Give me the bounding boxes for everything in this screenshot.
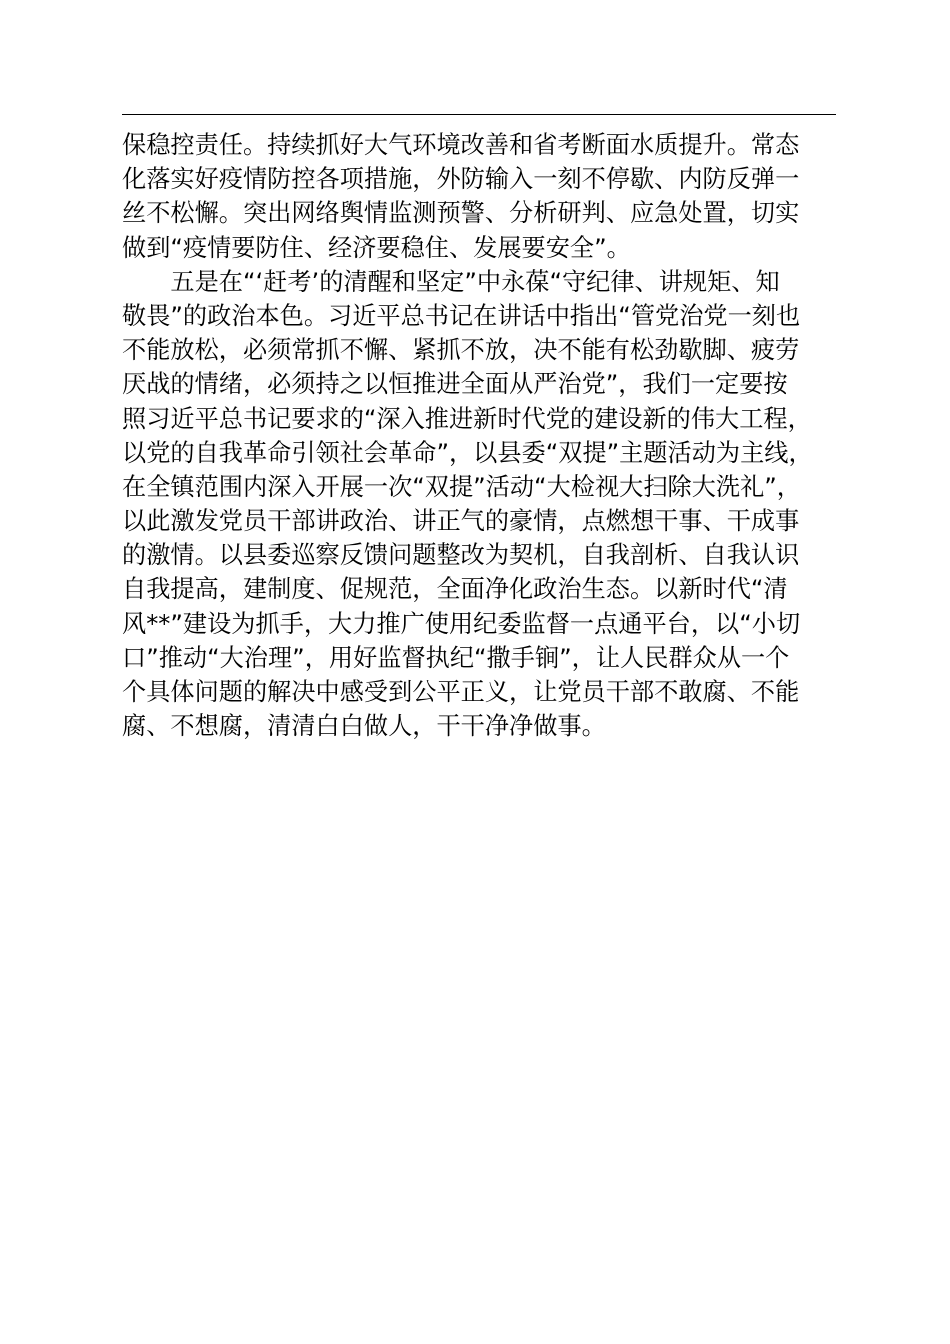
text-line: 口”推动“大治理”，用好监督执纪“撒手锏”，让人民群众从一个 (122, 643, 790, 672)
text-line: 以此激发党员干部讲政治、讲正气的豪情，点燃想干事、干成事 (122, 507, 800, 536)
text-line: 在全镇范围内深入开展一次“双提”活动“大检视大扫除大洗礼”， (122, 472, 801, 501)
header-rule (122, 114, 836, 115)
text-line: 做到“疫情要防住、经济要稳住、发展要安全”。 (122, 233, 631, 262)
text-line: 化落实好疫情防控各项措施，外防输入一刻不停歇、内防反弹一 (122, 165, 800, 194)
text-line: 不能放松，必须常抓不懈、紧抓不放，决不能有松劲歇脚、疲劳 (122, 336, 800, 365)
text-line: 厌战的情绪，必须持之以恒推进全面从严治党”，我们一定要按 (122, 370, 788, 399)
text-line: 自我提高，建制度、促规范，全面净化政治生态。以新时代“清 (122, 575, 788, 604)
text-line: 的激情。以县委巡察反馈问题整改为契机，自我剖析、自我认识 (122, 541, 800, 570)
text-line: 五是在“‘赶考’的清醒和坚定”中永葆“守纪律、讲规矩、知 (122, 267, 780, 296)
text-line: 照习近平总书记要求的“深入推进新时代党的建设新的伟大工程， (122, 404, 812, 433)
text-line: 保稳控责任。持续抓好大气环境改善和省考断面水质提升。常态 (122, 131, 800, 159)
text-line: 腐、不想腐，清清白白做人，干干净净做事。 (122, 712, 606, 741)
body-text (122, 128, 862, 743)
text-line: 个具体问题的解决中感受到公平正义，让党员干部不敢腐、不能 (122, 678, 800, 706)
text-line: 风**”建设为抓手，大力推广使用纪委监督一点通平台，以“小切 (122, 609, 801, 638)
text-line: 以党的自我革命引领社会革命”，以县委“双提”主题活动为主线， (122, 438, 813, 467)
text-line: 丝不松懈。突出网络舆情监测预警、分析研判、应急处置，切实 (122, 199, 800, 228)
text-line: 敬畏”的政治本色。习近平总书记在讲话中指出“管党治党一刻也 (122, 301, 801, 330)
